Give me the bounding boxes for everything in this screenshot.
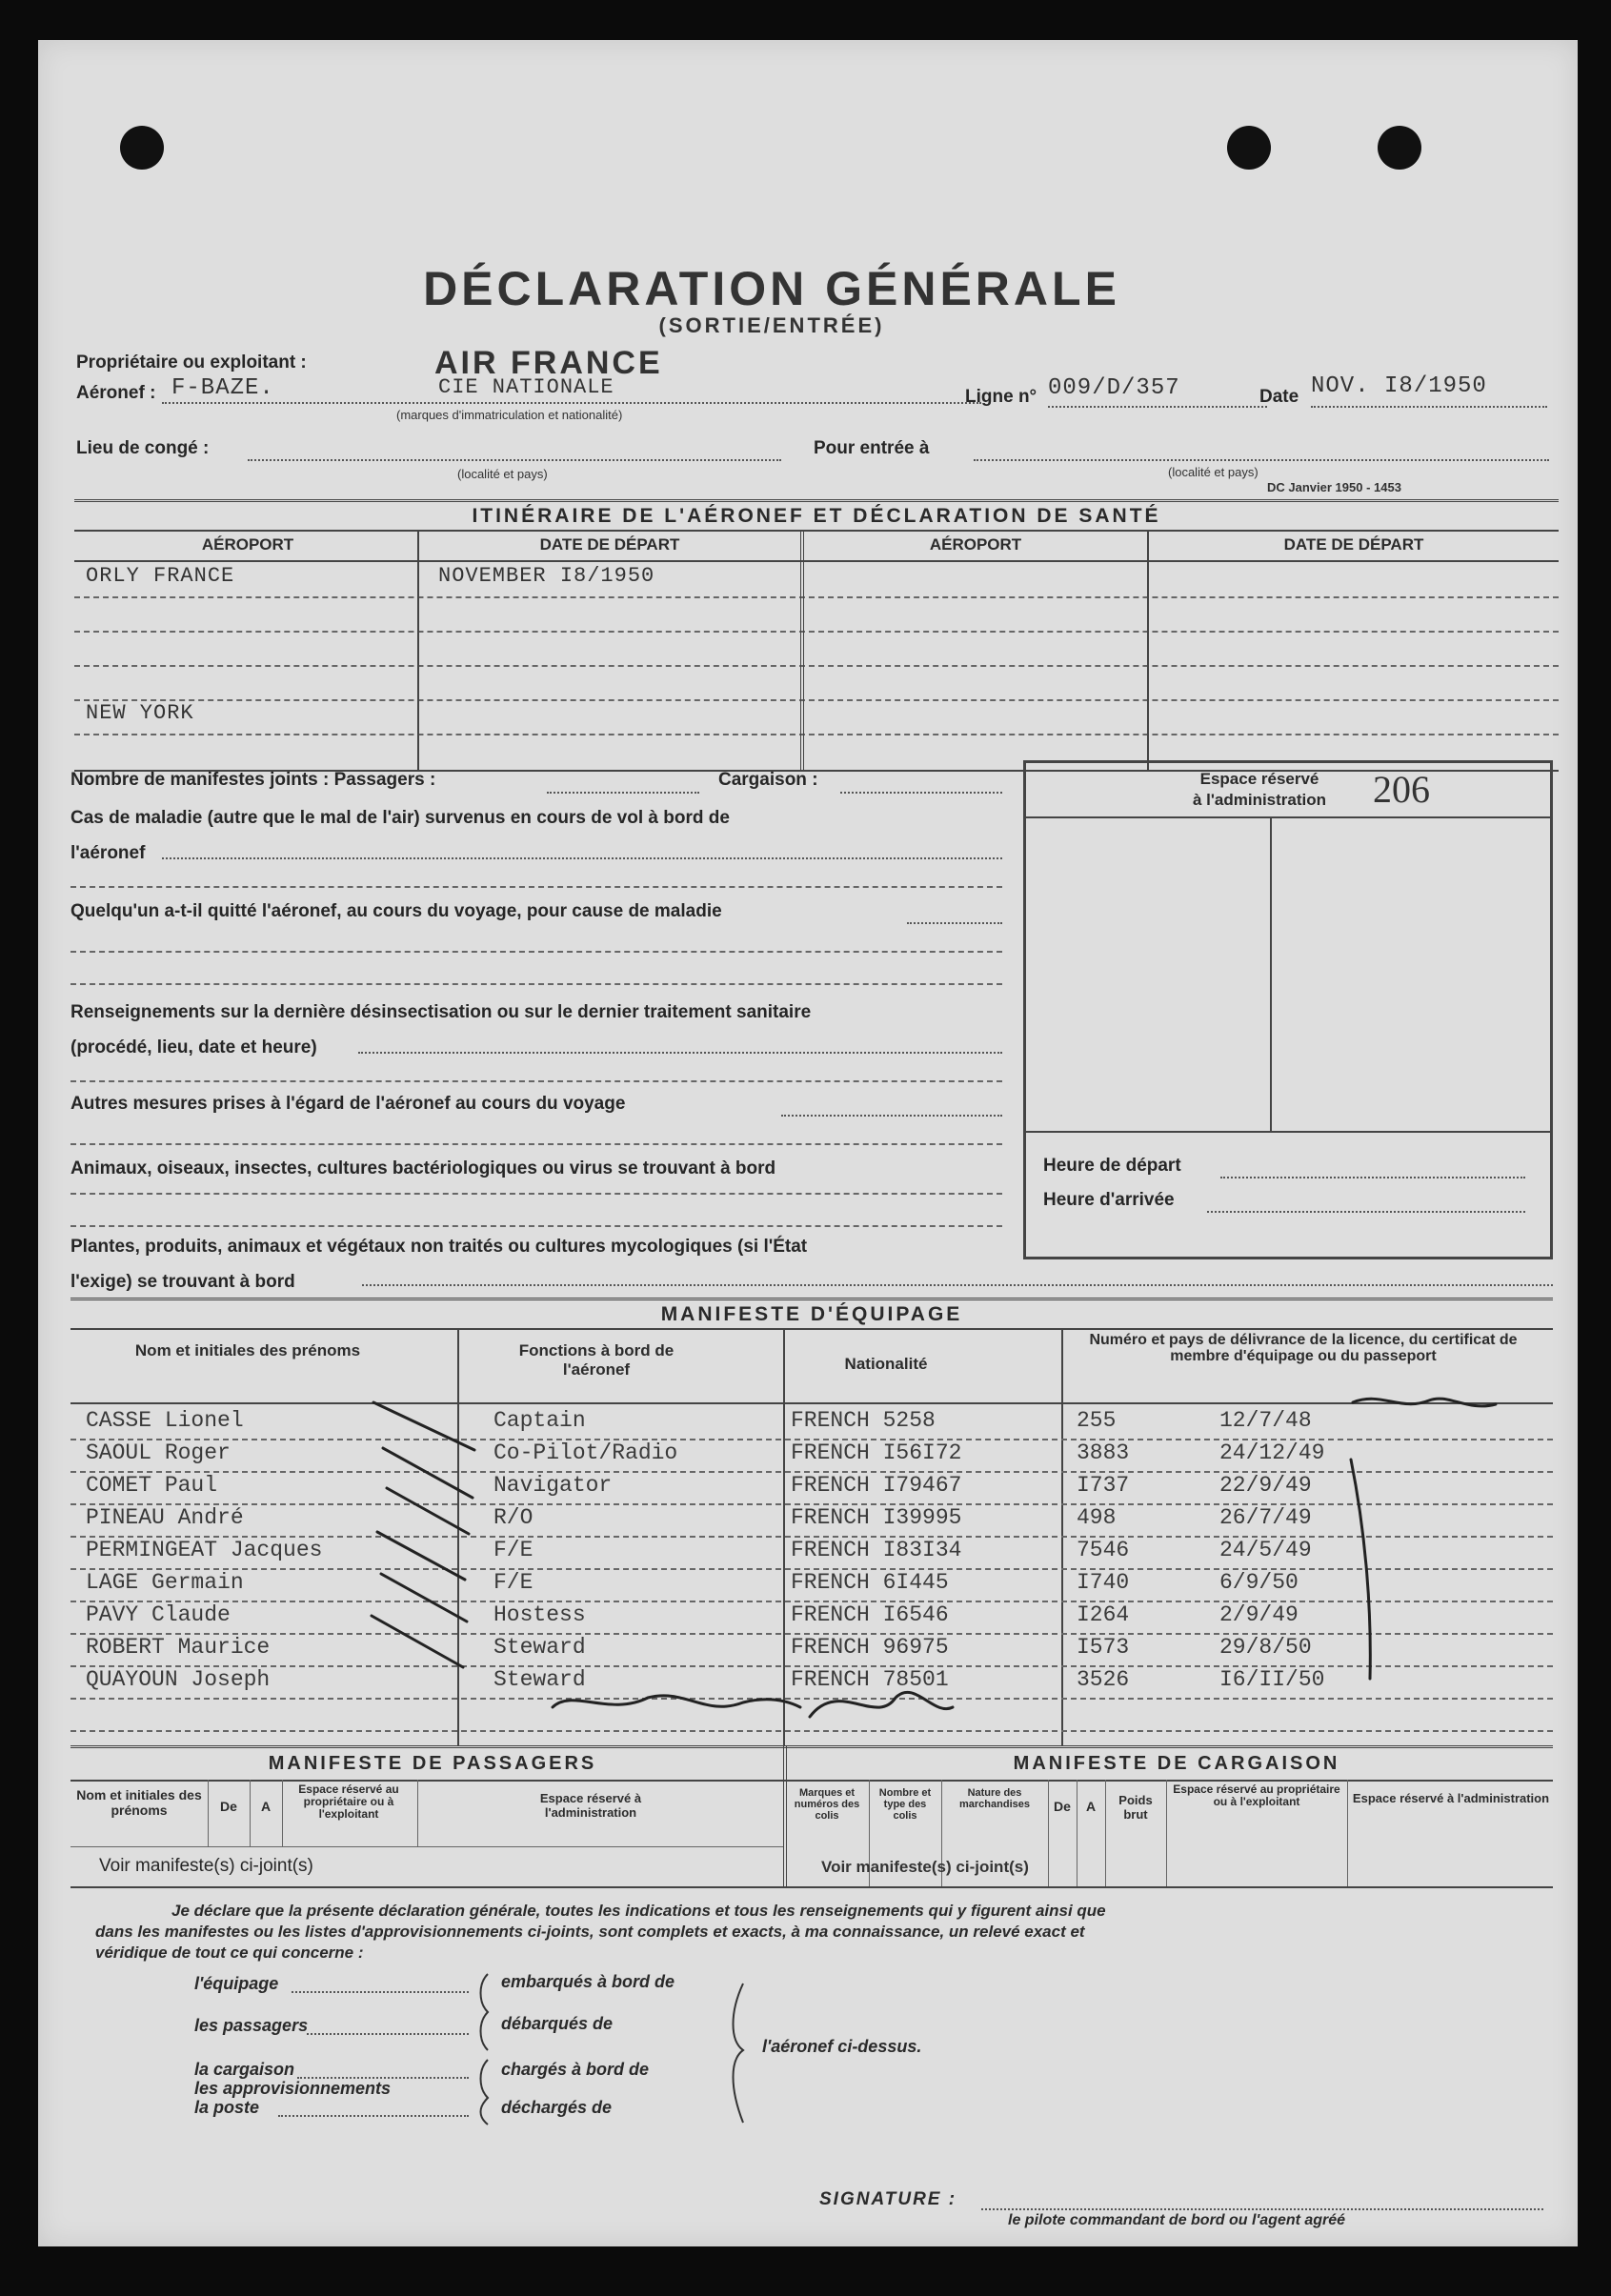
crew-licence-number: I740	[1077, 1570, 1130, 1595]
crew-col-function: Fonctions à bord de l'aéronef	[518, 1341, 675, 1379]
arrival-time-label: Heure d'arrivée	[1043, 1190, 1175, 1210]
illness-question-line1: Cas de maladie (autre que le mal de l'air) survenus en cours de vol à bord de	[70, 808, 730, 828]
admin-box-number: 206	[1373, 768, 1430, 811]
crew-licence-number: I737	[1077, 1473, 1130, 1498]
crew-function: Navigator	[493, 1473, 613, 1498]
brace-crew-passengers	[481, 1974, 489, 2050]
crew-nationality: FRENCH I6546	[791, 1602, 949, 1627]
owner-value: AIR FRANCE	[434, 345, 663, 381]
crew-name: PERMINGEAT Jacques	[86, 1538, 323, 1562]
crew-name: SAOUL Roger	[86, 1440, 231, 1465]
itinerary-row1-date: NOVEMBER I8/1950	[438, 564, 655, 588]
clearance-label: Lieu de congé :	[76, 438, 210, 458]
cargo-col-to: A	[1085, 1799, 1097, 1814]
declaration-mail-item: la poste	[194, 2098, 260, 2117]
crew-name: LAGE Germain	[86, 1570, 244, 1595]
itinerary-row4-airport: NEW YORK	[86, 701, 194, 725]
disinsection-question-line1: Renseignements sur la dernière désinsectisation ou sur le dernier traitement sanitaire	[70, 1002, 812, 1022]
aircraft-label: Aéronef :	[76, 383, 156, 403]
line-label: Ligne n°	[965, 387, 1037, 407]
crew-function: Co-Pilot/Radio	[493, 1440, 678, 1465]
passengers-col-from: De	[220, 1799, 237, 1814]
measures-question: Autres mesures prises à l'égard de l'aéronef au cours du voyage	[70, 1094, 626, 1114]
itinerary-title: ITINÉRAIRE DE L'AÉRONEF ET DÉCLARATION DE SANTÉ	[472, 505, 1161, 527]
company-value: CIE NATIONALE	[438, 375, 614, 399]
crew-nationality: FRENCH 78501	[791, 1667, 949, 1692]
itinerary-col-airport-2: AÉROPORT	[929, 535, 1022, 554]
plants-question-line2: l'exige) se trouvant à bord	[70, 1272, 295, 1292]
cargo-count-label: Cargaison :	[718, 770, 818, 790]
crew-function: R/O	[493, 1505, 534, 1530]
crew-col-nationality: Nationalité	[844, 1355, 928, 1373]
crew-nationality: FRENCH I56I72	[791, 1440, 962, 1465]
declaration-embarked: embarqués à bord de	[501, 1972, 675, 1991]
crew-licence-number: I264	[1077, 1602, 1130, 1627]
registration-note: (marques d'immatriculation et nationalité)	[396, 408, 623, 422]
signature-dotted-line	[981, 2208, 1543, 2210]
left-aircraft-question: Quelqu'un a-t-il quitté l'aéronef, au cours du voyage, pour cause de maladie	[70, 901, 722, 921]
declaration-line3: véridique de tout ce qui concerne :	[95, 1944, 364, 1962]
line-value: 009/D/357	[1048, 375, 1180, 401]
cargo-see-manifest: Voir manifeste(s) ci-joint(s)	[821, 1858, 1029, 1876]
crew-function: F/E	[493, 1538, 534, 1562]
declaration-line1: Je déclare que la présente déclaration générale, toutes les indications et tous les renseignements qui y figurent ainsi que	[171, 1902, 1106, 1920]
crew-licence-date: 12/7/48	[1219, 1408, 1312, 1433]
declaration-supplies-item: les approvisionnements	[194, 2079, 392, 2098]
crew-function: Captain	[493, 1408, 586, 1433]
crew-function: Hostess	[493, 1602, 586, 1627]
declaration-braces	[38, 40, 1578, 2246]
cargo-col-operator: Espace réservé au propriétaire ou à l'exploitant	[1173, 1782, 1340, 1808]
itinerary-col-departure-2: DATE DE DÉPART	[1283, 535, 1424, 554]
date-value: NOV. I8/1950	[1311, 373, 1487, 399]
date-label: Date	[1259, 387, 1299, 407]
admin-box-label-line1: Espace réservé	[1199, 770, 1319, 788]
passengers-col-name: Nom et initiales des prénoms	[76, 1787, 202, 1818]
cargo-col-admin: Espace réservé à l'administration	[1352, 1791, 1550, 1805]
crew-nationality: FRENCH 5258	[791, 1408, 936, 1433]
plants-question-line1: Plantes, produits, animaux et végétaux non traités ou cultures mycologiques (si l'État	[70, 1237, 808, 1257]
crew-name: ROBERT Maurice	[86, 1635, 271, 1660]
crew-licence-number: 7546	[1077, 1538, 1130, 1562]
entry-note: (localité et pays)	[1168, 465, 1259, 479]
crew-title: MANIFESTE D'ÉQUIPAGE	[660, 1303, 963, 1325]
crew-licence-date: 29/8/50	[1219, 1635, 1312, 1660]
document-sheet	[38, 40, 1578, 2246]
document-subtitle: (SORTIE/ENTRÉE)	[658, 313, 885, 337]
document-title: DÉCLARATION GÉNÉRALE	[423, 262, 1120, 315]
document-reference: DC Janvier 1950 - 1453	[1267, 480, 1401, 494]
crew-name: CASSE Lionel	[86, 1408, 244, 1433]
cargo-col-count: Nombre et type des colis	[878, 1787, 932, 1822]
brace-cargo	[481, 2060, 489, 2125]
departure-time-label: Heure de départ	[1043, 1156, 1181, 1176]
aircraft-value: F-BAZE.	[171, 375, 274, 401]
crew-nationality: FRENCH I39995	[791, 1505, 962, 1530]
crew-licence-date: 2/9/49	[1219, 1602, 1299, 1627]
crew-licence-date: 24/12/49	[1219, 1440, 1325, 1465]
declaration-passengers-item: les passagers	[194, 2016, 309, 2035]
crew-name: PAVY Claude	[86, 1602, 231, 1627]
illness-question-line2: l'aéronef	[70, 843, 146, 863]
clearance-note: (localité et pays)	[457, 467, 548, 481]
crew-licence-number: 3526	[1077, 1667, 1130, 1692]
itinerary-col-airport: AÉROPORT	[201, 535, 294, 554]
crew-function: Steward	[493, 1667, 586, 1692]
crew-licence-number: 498	[1077, 1505, 1117, 1530]
itinerary-row1-airport: ORLY FRANCE	[86, 564, 235, 588]
signature-label: SIGNATURE :	[819, 2189, 957, 2209]
disinsection-question-line2: (procédé, lieu, date et heure)	[70, 1037, 317, 1057]
cargo-col-nature: Nature des marchandises	[959, 1787, 1030, 1810]
passengers-col-to: A	[260, 1799, 272, 1814]
crew-licence-date: 26/7/49	[1219, 1505, 1312, 1530]
crew-function: F/E	[493, 1570, 534, 1595]
crew-col-name: Nom et initiales des prénoms	[134, 1341, 361, 1359]
cargo-col-weight: Poids brut	[1118, 1793, 1153, 1822]
crew-licence-date: 22/9/49	[1219, 1473, 1312, 1498]
crew-nationality: FRENCH I83I34	[791, 1538, 962, 1562]
crew-name: PINEAU André	[86, 1505, 244, 1530]
crew-licence-date: 6/9/50	[1219, 1570, 1299, 1595]
crew-licence-number: 3883	[1077, 1440, 1130, 1465]
crew-licence-number: 255	[1077, 1408, 1117, 1433]
itinerary-col-departure: DATE DE DÉPART	[539, 535, 680, 554]
signature-note: le pilote commandant de bord ou l'agent agréé	[1008, 2212, 1346, 2228]
crew-function: Steward	[493, 1635, 586, 1660]
crew-name: QUAYOUN Joseph	[86, 1667, 271, 1692]
passengers-title: MANIFESTE DE PASSAGERS	[268, 1753, 597, 1774]
declaration-line2: dans les manifestes ou les listes d'approvisionnements ci-joints, sont complets et exacts, à ma connaissance, un relevé exact et	[95, 1923, 1085, 1941]
passengers-col-admin: Espace réservé à l'administration	[539, 1791, 642, 1820]
cargo-col-from: De	[1054, 1799, 1071, 1814]
crew-licence-date: I6/II/50	[1219, 1667, 1325, 1692]
crew-name: COMET Paul	[86, 1473, 218, 1498]
declaration-disembarked: débarqués de	[501, 2014, 614, 2033]
admin-box-label-line2: à l'administration	[1192, 791, 1327, 809]
declaration-aircraft-ref: l'aéronef ci-dessus.	[762, 2037, 922, 2056]
crew-col-licence: Numéro et pays de délivrance de la licence, du certificat de membre d'équipage ou du passeport	[1089, 1332, 1518, 1364]
declaration-unloaded: déchargés de	[501, 2098, 613, 2117]
crew-licence-number: I573	[1077, 1635, 1130, 1660]
declaration-crew-item: l'équipage	[194, 1974, 279, 1993]
passengers-col-operator: Espace réservé au propriétaire ou à l'exploitant	[298, 1782, 399, 1821]
crew-nationality: FRENCH 6I445	[791, 1570, 949, 1595]
declaration-cargo-item: la cargaison	[194, 2060, 295, 2079]
cargo-col-marks: Marques et numéros des colis	[794, 1787, 860, 1822]
brace-aircraft	[734, 1984, 744, 2123]
declaration-loaded: chargés à bord de	[501, 2060, 650, 2079]
owner-label: Propriétaire ou exploitant :	[76, 352, 307, 373]
animals-question: Animaux, oiseaux, insectes, cultures bactériologiques ou virus se trouvant à bord	[70, 1158, 776, 1178]
passengers-see-manifest: Voir manifeste(s) ci-joint(s)	[99, 1856, 313, 1876]
cargo-title: MANIFESTE DE CARGAISON	[1013, 1753, 1340, 1774]
manifests-label: Nombre de manifestes joints : Passagers :	[70, 770, 436, 790]
crew-licence-date: 24/5/49	[1219, 1538, 1312, 1562]
crew-nationality: FRENCH 96975	[791, 1635, 949, 1660]
entry-label: Pour entrée à	[814, 438, 930, 458]
crew-nationality: FRENCH I79467	[791, 1473, 962, 1498]
